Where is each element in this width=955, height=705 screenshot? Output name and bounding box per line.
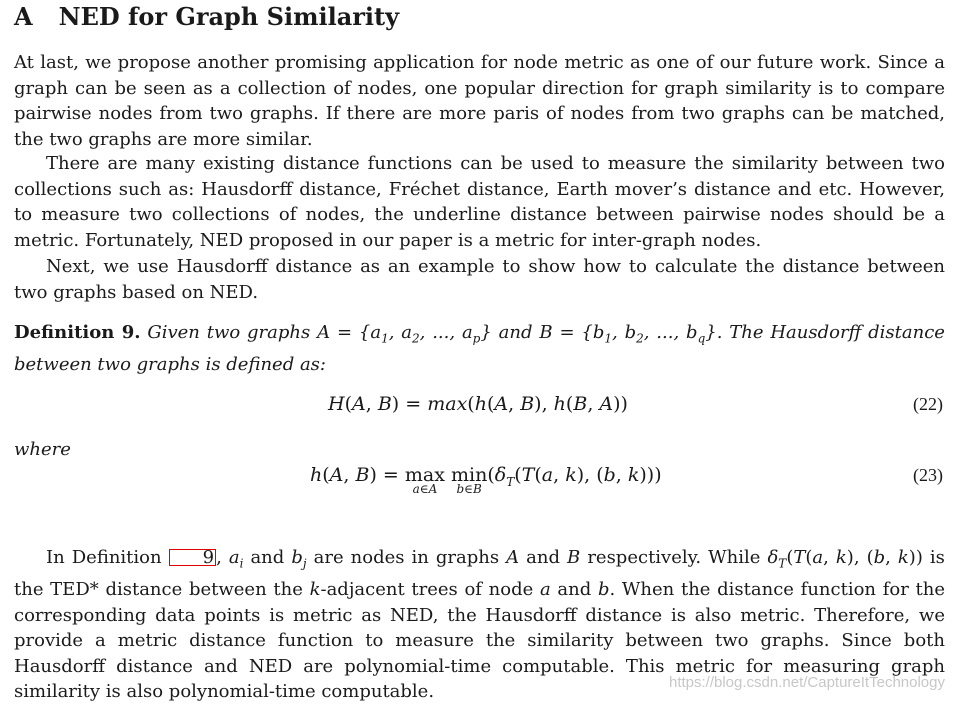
section-title: NED for Graph Similarity — [58, 2, 400, 31]
paragraph-closing: In Definition 9 , $a_i$ and $b_j$ are nodes in graphs A and B respectively. While $\delta_T(T(a$, k), (b, k)) is the TED* distance between the k-adjacent trees of node a and b. When the distance function for the corresponding data points is metric as NED, the Hausdorff distance is also metric. Therefore, we provide a metric distance function to measure the similarity between two graphs. Since both Hausdorff distance and NED are polynomial-time computable. This metric for measuring graph similarity is also polynomial-time computable. — [14, 547, 945, 703]
max-operator: max a∈A — [404, 464, 445, 496]
definition-reference-link[interactable]: 9 — [169, 549, 216, 566]
paragraph-distance-functions: There are many existing distance functions can be used to measure the similarity between two collections such as: Hausdorff distance, Fréchet distance, Earth mover’s distance and etc. However, to measure two collections of nodes, the underline distance between pairwise nodes should be a metric. Fortunately, NED proposed in our paper is a metric for inter-graph nodes. — [14, 153, 945, 251]
math-set-b: B — [539, 322, 553, 343]
min-operator: min b∈B — [451, 464, 488, 496]
equation-22: H(A, B) = max(h(A, B), h(B, A)) — [328, 393, 628, 415]
section-number: A — [14, 2, 33, 31]
paragraph-intro: At last, we propose another promising application for node metric as one of our future work. Since a graph can be seen as a collection of nodes, one popular direction for graph similarity is to compare pairwise nodes from two graphs. If there are more paris of nodes from two graphs can be matched, the two graphs are more similar. — [14, 52, 945, 150]
watermark: https://blog.csdn.net/CaptureItTechnology — [668, 674, 945, 691]
section-heading — [14, 2, 399, 31]
definition-text: and — [498, 322, 533, 343]
definition-text: Given two graphs — [147, 322, 311, 343]
definition-block: Definition 9. Given two graphs $A = \{a_1$, $a_2$, ..., $a_p$} and $B = \{b_1$, $b_2$, ..., $b_q$}. The Hausdorff distance between two graphs is defined as: — [14, 322, 945, 376]
equation-number: (23) — [913, 465, 943, 485]
math-set-a: A — [317, 322, 331, 343]
paragraph-hausdorff-example: Next, we use Hausdorff distance as an example to show how to calculate the distance between two graphs based on NED. — [14, 256, 945, 303]
definition-label: Definition 9. — [14, 322, 141, 343]
where-label: where — [14, 439, 71, 460]
equation-23: h(A, B) = max a∈A min b∈B ($\delta_T(T(a$, k), (b, k))) — [310, 464, 662, 496]
definition-text: . The Hausdorff distance between two graphs is defined as: — [14, 322, 945, 376]
equation-number: (22) — [913, 394, 943, 414]
